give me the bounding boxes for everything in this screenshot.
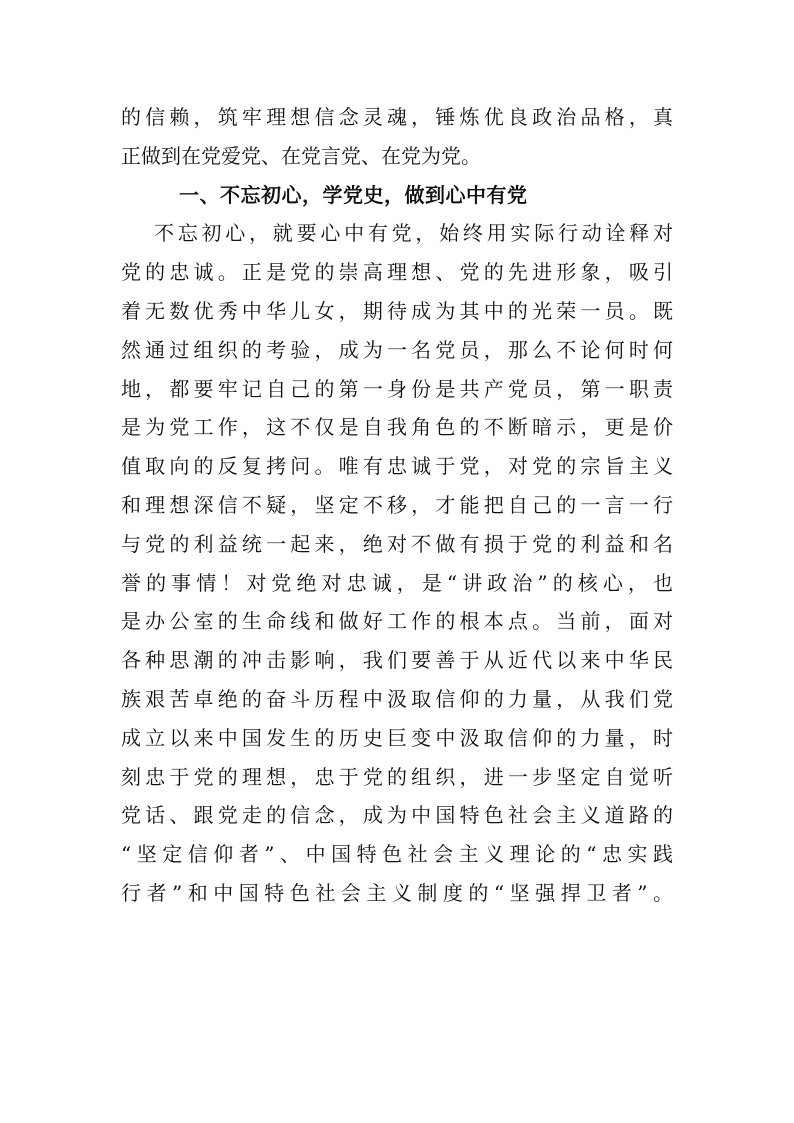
section-heading: 一、不忘初心，学党史，做到心中有党 — [179, 182, 528, 207]
paragraph-line-5: 地，都要牢记自己的第一身份是共产党员，第一职责 — [121, 376, 673, 401]
paragraph-line-18: 行者”和中国特色社会主义制度的“坚强捍卫者”。 — [121, 880, 673, 905]
paragraph-line-9: 与党的利益统一起来，绝对不做有损于党的利益和名 — [121, 531, 673, 556]
paragraph-line-14: 成立以来中国发生的历史巨变中汲取信仰的力量，时 — [121, 725, 673, 750]
paragraph-line-7: 值取向的反复拷问。唯有忠诚于党，对党的宗旨主义 — [121, 454, 673, 479]
intro-line-1: 的信赖，筑牢理想信念灵魂，锤炼优良政治品格，真 — [121, 105, 673, 129]
paragraph-line-17: “坚定信仰者”、中国特色社会主义理论的“忠实践 — [121, 842, 673, 867]
paragraph-line-11: 是办公室的生命线和做好工作的根本点。当前，面对 — [121, 609, 673, 634]
intro-line-2: 正做到在党爱党、在党言党、在党为党。 — [121, 143, 481, 168]
paragraph-line-8: 和理想深信不疑，坚定不移，才能把自己的一言一行 — [121, 492, 673, 517]
paragraph-line-15: 刻忠于党的理想，忠于党的组织，进一步坚定自觉听 — [121, 764, 673, 789]
paragraph-line-13: 族艰苦卓绝的奋斗历程中汲取信仰的力量，从我们党 — [121, 686, 673, 711]
paragraph-line-6: 是为党工作，这不仅是自我角色的不断暗示，更是价 — [121, 415, 673, 440]
paragraph-line-4: 然通过组织的考验，成为一名党员，那么不论何时何 — [121, 337, 673, 362]
paragraph-line-10: 誉的事情！对党绝对忠诚，是“讲政治”的核心，也 — [121, 570, 673, 595]
document-body — [121, 98, 673, 913]
paragraph-line-2: 党的忠诚。正是党的崇高理想、党的先进形象，吸引 — [121, 260, 673, 285]
paragraph-line-12: 各种思潮的冲击影响，我们要善于从近代以来中华民 — [121, 648, 673, 673]
paragraph-line-16: 党话、跟党走的信念，成为中国特色社会主义道路的 — [121, 803, 673, 828]
paragraph-line-1: 不忘初心，就要心中有党，始终用实际行动诠释对 — [154, 221, 673, 246]
paragraph-line-3: 着无数优秀中华儿女，期待成为其中的光荣一员。既 — [121, 298, 673, 323]
